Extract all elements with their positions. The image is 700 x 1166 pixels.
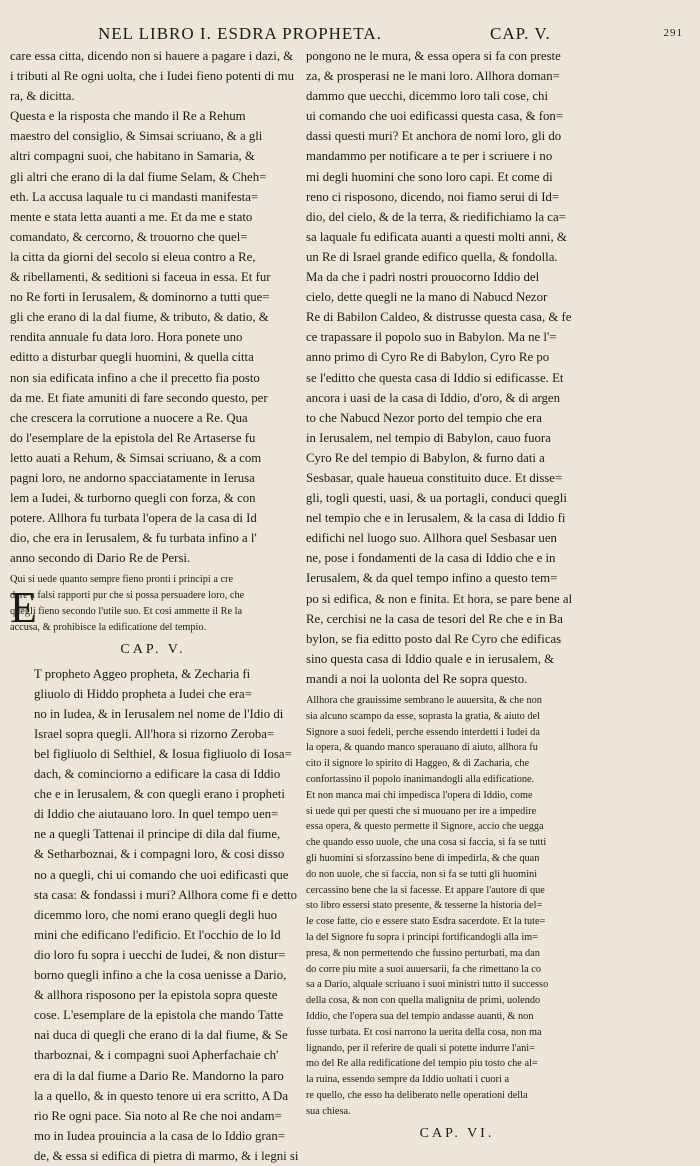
text-line: bel figliuolo di Selthiel, & Iosua figliuolo di Iosa=: [34, 747, 292, 761]
text-line: ancora i uasi de la casa di Iddio, d'oro, & di argen: [306, 390, 561, 405]
text-line: & ribellamenti, & seditioni si faceua in essa. Et fur: [10, 270, 271, 285]
text-line: care essa citta, dicendo non si hauere a pagare i dazi, &: [10, 49, 294, 63]
text-line: Israel sopra quegli. All'hora si rizorno Zeroba=: [34, 726, 275, 741]
note-line: Et non manca mai chi impedisca l'opera di Iddio, come: [306, 789, 533, 801]
text-line: letto auati a Rehum, & Simsai scriuano, & a com: [10, 450, 262, 465]
text-line: borno quegli infino a che la cosa uenisse a Dario,: [34, 968, 287, 983]
text-line: to che Nabucd Nezor porto del tempio che era: [306, 410, 542, 425]
text-line: anno secondo di Dario Re de Persi.: [10, 551, 191, 566]
note-line: la opera, & quando manco sperauano di aiuto, allhora fu: [306, 742, 538, 754]
right-column: [306, 46, 608, 1148]
text-line: maestro del consiglio, & Simsai scriuano, & a gli: [10, 129, 263, 144]
left-main-text: [10, 46, 296, 568]
text-line: nai duca di quegli che erano di la dal fiume, & Se: [34, 1028, 288, 1043]
text-line: i tributi al Re ogni uolta, che i Iudei fieno potenti di mu: [10, 69, 294, 84]
text-line: Questa e la risposta che mando il Re a Rehum: [10, 109, 246, 124]
note-line: Allhora che grauissime sembrano le auuersita, & che non: [306, 695, 542, 706]
text-line: in Ierusalem, nel tempio di Babylon, cauo fuora: [306, 430, 551, 445]
text-line: sa laquale fu edificata auanti a questi molti anni, &: [306, 229, 567, 244]
running-header: [98, 24, 683, 44]
text-line: potere. Allhora fu turbata l'opera de la casa di Id: [10, 511, 257, 526]
text-line: bylon, se fia editto posto dal Re Cyro che edificas: [306, 631, 562, 646]
text-line: ra, & dicitta.: [10, 89, 75, 104]
note-line: sa a Dario, alquale scriuano i suoi ministri tutto il successo: [306, 979, 549, 991]
text-line: ce trapassare il popolo suo in Babylon. Ma ne l'=: [306, 330, 557, 345]
text-line: Re, cerchisi ne la casa de tesori del Re che e in Ba: [306, 611, 563, 626]
note-line: Iddio, che l'opera sua del tempio andasse auanti, & non: [306, 1010, 534, 1022]
text-line: do l'esemplare de la epistola del Re Artaserse fu: [10, 430, 256, 445]
text-line: mandi a noi la uolonta del Re sopra questo.: [306, 671, 528, 686]
note-line: do corre piu mite a suoi auuersarii, fa che rimettano la co: [306, 963, 542, 975]
text-line: za, & prosperasi ne le mani loro. Allhora doman=: [306, 69, 560, 84]
text-line: rio Re ogni pace. Sia noto al Re che noi andam=: [34, 1108, 282, 1123]
note-line: mo del Re alla redificatione del tempio piu tosto che al=: [306, 1058, 538, 1070]
note-line: Qui si uede quanto sempre fieno pronti i principi a cre: [10, 574, 234, 586]
text-line: era di la dal fiume a Dario Re. Mandorno la paro: [34, 1068, 284, 1083]
note-line: do non uuole, che si faccia, non si fa se tutti gli huomini: [306, 868, 538, 880]
note-line: confortassino il popolo inanimandogli alla edificatione.: [306, 773, 535, 785]
text-line: no a quegli, chi ui comando che uoi edificasti que: [34, 867, 289, 882]
text-line: dammo que uecchi, dicemmo loro tali cose, chi: [306, 89, 548, 104]
note-line: cercassino bene che la si facesse. Et appare l'autore di que: [306, 884, 545, 896]
text-line: Cyro Re del tempio di Babylon, & furno dati a: [306, 450, 545, 465]
text-line: di Iddio che aiutauano loro. In quel tempo uen=: [34, 807, 279, 822]
right-commentary-note: [306, 693, 608, 1120]
chapter-v-text: [10, 664, 299, 1166]
text-line: dio loro fu sopra i uecchi de Iudei, & non distur=: [34, 947, 286, 962]
note-line: fusse turbata. Et cosi narrono la uerita della cosa, non ma: [306, 1026, 542, 1038]
note-line: la ruina, essendo sempre da Iddio uoltati i cuori a: [306, 1074, 510, 1086]
text-line: pongono ne le mura, & essa opera si fa con preste: [306, 49, 561, 63]
note-line: cito il signore lo spirito di Haggeo, & di Zacharia, che: [306, 758, 530, 770]
text-line: editto a disturbar quegli huomini, & quella citta: [10, 350, 254, 365]
text-line: dach, & cominciorno a edificare la casa di Iddio: [34, 767, 281, 782]
note-line: si uede qui per questi che si muouano per ire a impedire: [306, 805, 537, 817]
note-line: le cose fatte, cio e essere stato Esdra sacerdote. Et la tute=: [306, 916, 546, 928]
text-line: eth. La accusa laquale tu ci mandasti manifesta=: [10, 189, 259, 204]
text-line: dio, che era in Ierusalem, & fu turbata infino a l': [10, 531, 257, 546]
text-line: che crescera la corrutione a nuocere a Re. Qua: [10, 410, 248, 425]
text-line: anno primo di Cyro Re di Babylon, Cyro Re po: [306, 350, 550, 365]
running-title: NEL LIBRO I. ESDRA PROPHETA.: [98, 24, 382, 43]
text-line: ne a quegli Tattenai il principe di dila dal fiume,: [34, 827, 281, 842]
text-line: no Re forti in Ierusalem, & dominorno a tutti que=: [10, 290, 270, 305]
text-line: mi degli huomini che sono loro capi. Et come di: [306, 169, 553, 184]
text-line: non sia edificata infino a che il precetto fia posto: [10, 370, 260, 385]
text-line: mini che edificano l'edificio. Et l'occhio de lo Id: [34, 927, 281, 942]
text-line: cose. L'esemplare de la epistola che mando Tatte: [34, 1008, 284, 1023]
note-line: che quando esso uuole, che una cosa si faccia, si fa se tutti: [306, 837, 547, 849]
text-line: nel tempio che e in Ierusalem, & la casa di Iddio fi: [306, 511, 566, 526]
text-line: & allhora risposono per la epistola sopra queste: [34, 988, 278, 1003]
note-line: presa, & non permettendo che fussino perturbati, ma dan: [306, 947, 540, 959]
text-line: ne, pose i fondamenti de la casa di Iddio che e in: [306, 551, 556, 566]
note-line: Signore a suoi fedeli, perche essendo interdetti i Iudei da: [306, 726, 540, 738]
note-line: sua chiesa.: [306, 1105, 351, 1117]
text-line: comandato, & cercorno, & trouorno che quel=: [10, 229, 248, 244]
note-line: quegli fieno secondo l'utile suo. Et cosi ammette il Re la: [10, 606, 243, 618]
text-line: altri compagni suoi, che habitano in Samaria, &: [10, 149, 255, 164]
note-line: dere a falsi rapporti pur che si possa persuadere loro, che: [10, 590, 245, 602]
text-line: reno ci risposono, dicendo, noi fiamo serui di Id=: [306, 189, 560, 204]
text-line: lem a Iudei, & turborno quegli con forza, & con: [10, 491, 256, 506]
note-line: gli huomini si sforzassino bene di impedirla, & che quan: [306, 852, 540, 864]
text-line: dassi questi muri? Et anchora de nomi loro, gli do: [306, 129, 562, 144]
text-line: Sesbasar, quale haueua constituito duce. Et disse=: [306, 470, 563, 485]
text-line: T propheto Aggeo propheta, & Zecharia fi: [34, 666, 251, 681]
text-line: po si edifica, & non e finita. Et hora, se pare bene al: [306, 591, 573, 606]
text-line: la a quello, & in questo tenore ui era scritto, A Da: [34, 1088, 289, 1103]
note-line: accusa, & prohibisce la edificatione del tempio.: [10, 621, 207, 633]
text-line: da me. Et fiate amuniti di fare secondo questo, per: [10, 390, 268, 405]
left-column: [10, 46, 299, 1166]
text-line: no in Iudea, & in Ierusalem nel nome de l'Idio di: [34, 706, 284, 721]
text-line: sta casa: & fondassi i muri? Allhora come fi e detto: [34, 887, 297, 902]
right-main-text: [306, 46, 608, 689]
text-line: mente e stata letta auanti a me. Et da me e stato: [10, 209, 253, 224]
text-line: che e in Ierusalem, & con quegli erano i propheti: [34, 787, 285, 802]
text-line: mo in Iudea prouincia a la casa de lo Iddio gran=: [34, 1128, 285, 1143]
text-line: rendita annuale fu data loro. Hora ponete uno: [10, 330, 243, 345]
text-line: dicemmo loro, che nomi erano quegli degli huo: [34, 907, 278, 922]
left-commentary-note: [10, 572, 296, 635]
text-line: mandammo per notificare a te per i scriuere i no: [306, 149, 553, 164]
text-line: gli che erano di la dal fiume, & tributo, & datio, &: [10, 310, 269, 325]
text-line: la citta da giorni del secolo si eleua contro a Re,: [10, 249, 256, 264]
note-line: re quello, che esso ha deliberato nelle operationi della: [306, 1089, 528, 1101]
note-line: essa opera, & questo permette il Signore, accio che uegga: [306, 821, 544, 833]
text-line: gli, togli questi, uasi, & ua portagli, conduci quegli: [306, 491, 567, 506]
text-line: se l'editto che questa casa di Iddio si edificasse. Et: [306, 370, 564, 385]
note-line: sia alcuno scampo da esse, soprasta la gratia, & aiuto del: [306, 710, 540, 722]
text-line: gliuolo di Hiddo propheta a Iudei che era=: [34, 686, 252, 701]
chapter-indicator: CAP. V.: [490, 24, 551, 43]
text-line: gli altri che erano di la dal fiume Selam, & Cheh=: [10, 169, 267, 184]
text-line: un Re di Israel grande edifico quella, & fondolla.: [306, 249, 558, 264]
text-line: edifichi nel luogo suo. Allhora quel Sesbasar uen: [306, 531, 557, 546]
text-line: sino questa casa di Iddio quale e in ierusalem, &: [306, 651, 555, 666]
page-number: 291: [663, 27, 683, 39]
text-line: pagni loro, ne andorno spacciatamente in Ierusa: [10, 470, 255, 485]
text-line: ui comando che uoi edificassi questa casa, & fon=: [306, 109, 564, 124]
text-line: de, & essa si edifica di pietra di marmo, & i legni si: [34, 1148, 299, 1163]
text-line: & Setharboznai, & i compagni loro, & cosi disso: [34, 847, 285, 862]
drop-cap-initial: E: [10, 583, 37, 632]
note-line: sto libro essersi stato presente, & tesserne la historia del=: [306, 900, 543, 912]
note-line: della cosa, & non con quella malignita de primi, uolendo: [306, 995, 541, 1007]
text-line: tharboznai, & i compagni suoi Apherfachaie ch': [34, 1048, 279, 1063]
chapter-heading-vi: CAP. VI.: [419, 1125, 495, 1141]
note-line: lignando, per il referire de quali si potette indurre l'ani=: [306, 1042, 535, 1054]
text-line: Re di Babilon Caldeo, & distrusse questa casa, & fe: [306, 310, 572, 325]
text-line: Ma da che i padri nostri prouocorno Iddio del: [306, 270, 540, 285]
note-line: la del Signore fu sopra i principi fortificandogli alla im=: [306, 931, 538, 943]
text-line: Ierusalem, & da quel tempo infino a questo tem=: [306, 571, 558, 586]
text-line: cielo, dette quegli ne la mano di Nabucd Nezor: [306, 290, 548, 305]
chapter-heading-v: CAP. V.: [120, 641, 186, 657]
text-line: dio, del cielo, & de la terra, & riedifichiamo la ca=: [306, 209, 566, 224]
